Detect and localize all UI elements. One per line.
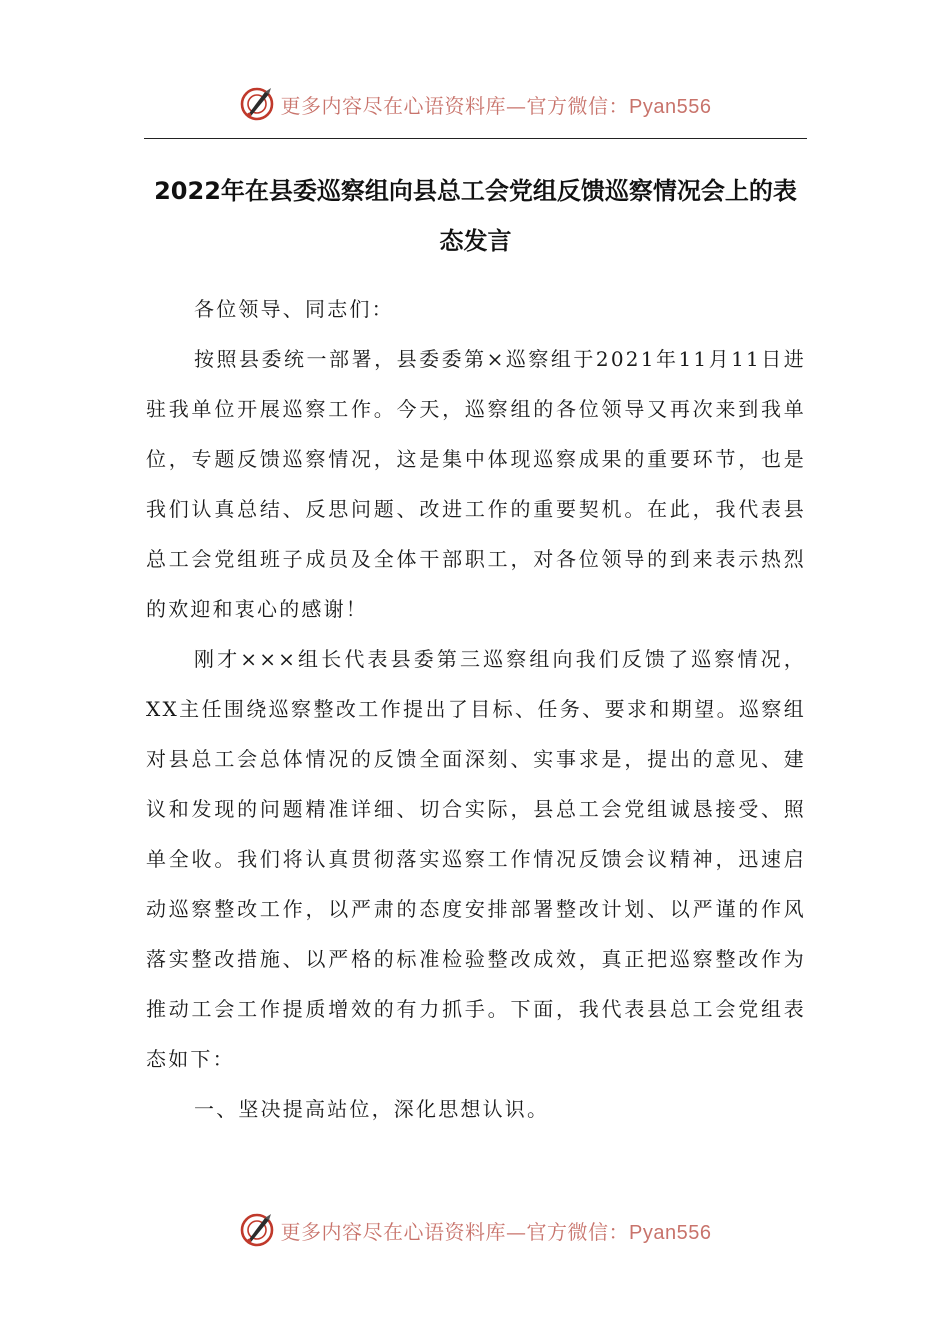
banner-text	[281, 1216, 712, 1245]
header-divider	[144, 138, 807, 139]
header-banner	[0, 84, 950, 124]
banner-wechat-handle: Pyan556	[629, 95, 712, 118]
body-paragraph-1: 按照县委统一部署，县委委第×巡察组于2021年11月11日进驻我单位开展巡察工作。今天，巡察组的各位领导又再次来到我单位，专题反馈巡察情况，这是集中体现巡察成果的重要环节，也是我们认真总结、反思问题、改进工作的重要契机。在此，我代表县总工会党组班子成员及全体干部职工，对各位领导的到来表示热烈的欢迎和衷心的感谢！	[146, 347, 806, 621]
document-title: 2022年在县委巡察组向县总工会党组反馈巡察情况会上的表态发言	[154, 177, 797, 255]
quill-logo-icon	[239, 1212, 275, 1248]
banner-message: 更多内容尽在心语资料库—官方微信：	[280, 1219, 630, 1244]
footer-banner	[0, 1210, 950, 1250]
quill-logo-icon	[239, 86, 275, 122]
body-paragraph-2: 刚才×××组长代表县委第三巡察组向我们反馈了巡察情况，XX主任围绕巡察整改工作提出了目标、任务、要求和期望。巡察组对县总工会总体情况的反馈全面深刻、实事求是，提出的意见、建议和发现的问题精准详细、切合实际，县总工会党组诚恳接受、照单全收。我们将认真贯彻落实巡察工作情况反馈会议精神，迅速启动巡察整改工作，以严肃的态度安排部署整改计划、以严谨的作风落实整改措施、以严格的标准检验整改成效，真正把巡察整改作为推动工会工作提质增效的有力抓手。下面，我代表县总工会党组表态如下：	[146, 647, 806, 1071]
document-body	[146, 284, 806, 1134]
banner-wechat-handle: Pyan556	[629, 1221, 712, 1244]
salutation-paragraph: 各位领导、同志们：	[194, 297, 394, 321]
section-heading-1: 一、坚决提高站位，深化思想认识。	[194, 1097, 550, 1121]
banner-message: 更多内容尽在心语资料库—官方微信：	[280, 93, 630, 118]
banner-text	[281, 90, 712, 119]
